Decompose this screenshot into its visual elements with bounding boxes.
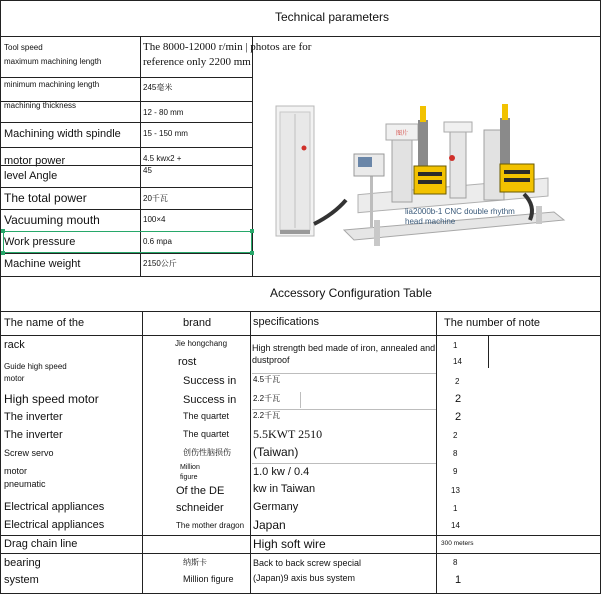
row-name: Electrical appliances — [4, 519, 105, 531]
row-brand: Success in — [183, 375, 237, 387]
row-name: The inverter — [4, 429, 63, 441]
row-name: Drag chain line — [4, 538, 78, 550]
row-brand: rost — [178, 356, 197, 368]
tech-label: Machine weight — [4, 258, 81, 270]
row-spec: kw in Taiwan — [253, 483, 316, 495]
svg-text:图片: 图片 — [395, 131, 409, 137]
row-qty: 9 — [453, 467, 458, 476]
row-qty: 13 — [451, 486, 460, 495]
selection-handle[interactable] — [250, 229, 254, 233]
row-qty: 1 — [455, 574, 462, 586]
tech-value: The 8000-12000 r/min | photos are for reference only 2200 mm — [143, 41, 312, 68]
tech-label: Tool speed — [4, 43, 43, 52]
tech-label: level Angle — [4, 170, 58, 182]
row-brand: Jie hongchang — [175, 339, 228, 348]
tech-label: Machining width spindle — [4, 128, 121, 140]
row-qty: 2 — [455, 393, 462, 405]
row-qty: 14 — [451, 521, 460, 530]
tech-label: motor power — [4, 155, 66, 167]
row-spec: 5.5KWT 2510 — [253, 427, 323, 441]
tech-value: 245毫米 — [143, 83, 173, 92]
row-spec: 4.5千瓦 — [253, 375, 281, 384]
row-qty: 300 meters — [441, 540, 474, 547]
row-brand: 纳斯卡 — [183, 558, 207, 567]
tech-value: 0.6 mpa — [143, 237, 172, 246]
photo-caption: lia2000b-1 CNC double rhythm head machine — [405, 207, 515, 226]
technical-title: Technical parameters — [275, 10, 390, 24]
tech-value: 100×4 — [143, 215, 166, 224]
row-spec: Japan — [253, 518, 286, 532]
row-brand: schneider — [176, 502, 224, 514]
tech-label: The total power — [4, 191, 87, 205]
row-spec: 2.2千瓦 — [253, 411, 281, 420]
row-qty: 2 — [453, 431, 458, 440]
column-header-specifications: specifications — [253, 316, 320, 328]
row-name: Electrical appliances — [4, 501, 105, 513]
row-brand: Of the DE — [176, 485, 225, 497]
tech-value: 15 - 150 mm — [143, 129, 188, 138]
column-header-number: The number of note — [444, 317, 541, 329]
row-name: motor — [4, 466, 28, 476]
tech-value: 4.5 kwx2 + — [143, 154, 182, 163]
tech-label: maximum machining length — [4, 57, 102, 66]
row-spec: 2.2千瓦 — [253, 394, 281, 403]
row-name: Screw servo — [4, 448, 54, 458]
row-brand: Million figure — [180, 464, 200, 481]
row-brand: 创伤性脑损伤 — [183, 448, 231, 457]
tech-label: minimum machining length — [4, 80, 100, 89]
tech-label: Vacuuming mouth — [4, 213, 100, 227]
row-spec: Germany — [253, 501, 299, 513]
tech-label: Work pressure — [4, 236, 76, 248]
row-qty: 1 — [453, 341, 458, 350]
row-spec: Back to back screw special — [253, 558, 362, 568]
selection-handle[interactable] — [1, 229, 5, 233]
row-qty: 1 — [453, 504, 458, 513]
accessory-title: Accessory Configuration Table — [270, 286, 432, 300]
row-spec: High strength bed made of iron, annealed and dustproof — [252, 343, 436, 365]
tech-label: machining thickness — [4, 101, 77, 110]
row-qty: 2 — [455, 411, 462, 423]
row-qty: 8 — [453, 449, 458, 458]
tech-value: 45 — [143, 166, 152, 175]
row-name: High speed motor — [4, 392, 99, 406]
row-brand: The quartet — [183, 411, 230, 421]
row-name: bearing — [4, 557, 41, 569]
tech-value: 12 - 80 mm — [143, 108, 184, 117]
row-qty: 8 — [453, 558, 458, 567]
column-header-name: The name of the — [4, 317, 85, 329]
row-name: Guide high speed motor — [4, 362, 67, 383]
row-name: system — [4, 574, 39, 586]
row-name: The inverter — [4, 411, 63, 423]
row-qty: 2 — [455, 377, 460, 386]
row-spec: 1.0 kw / 0.4 — [253, 466, 310, 478]
row-brand: Success in — [183, 394, 237, 406]
selection-handle[interactable] — [1, 251, 5, 255]
tech-value: 2150公斤 — [143, 259, 177, 268]
row-qty: 14 — [453, 357, 462, 366]
row-spec: High soft wire — [253, 537, 326, 551]
row-spec: (Japan)9 axis bus system — [253, 573, 356, 583]
row-brand: The quartet — [183, 429, 230, 439]
row-brand: The mother dragon — [176, 521, 245, 530]
row-spec: (Taiwan) — [253, 445, 299, 459]
column-header-brand: brand — [183, 317, 212, 329]
machine-photo — [274, 102, 574, 252]
tech-value: 20千瓦 — [143, 194, 168, 203]
row-brand: Million figure — [183, 574, 234, 584]
row-name: rack — [4, 339, 25, 351]
row-name: pneumatic — [4, 479, 46, 489]
selection-handle[interactable] — [250, 251, 254, 255]
